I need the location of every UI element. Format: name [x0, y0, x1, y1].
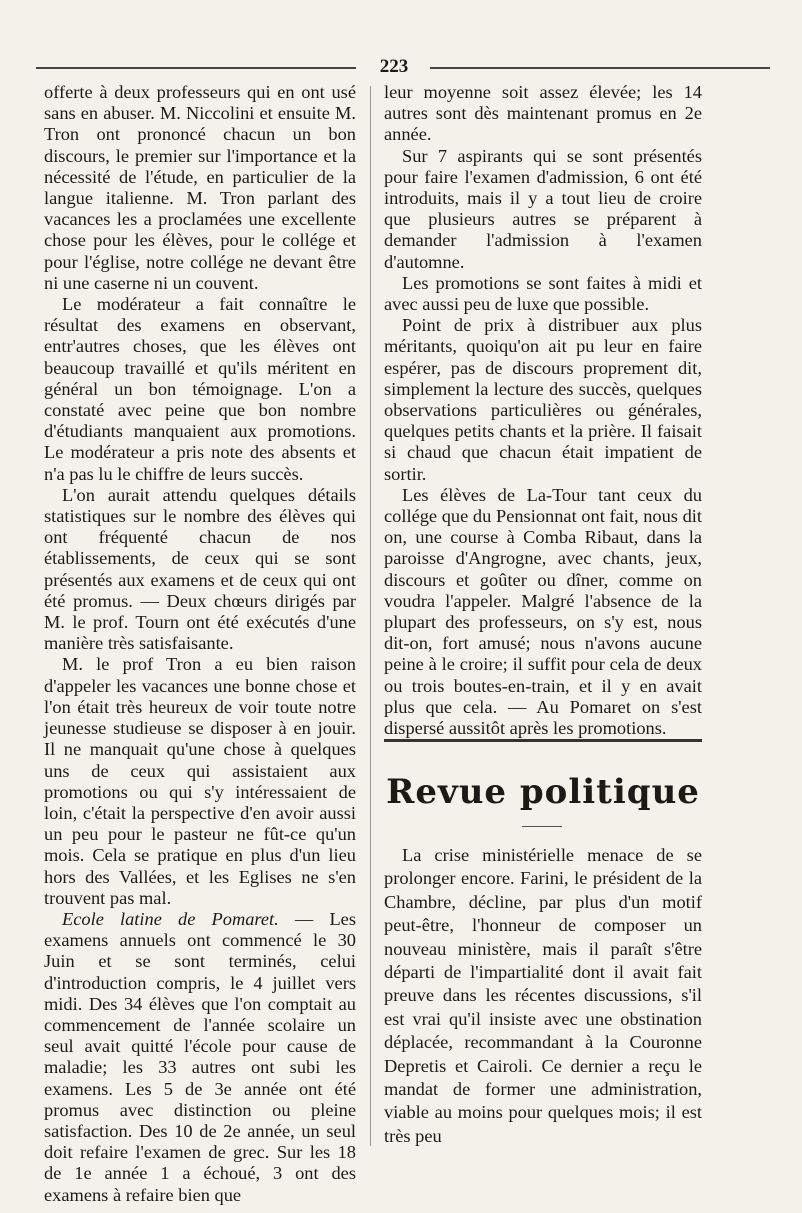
left-paragraph-2: Le modérateur a fait connaître le résultat des examens en observant, entr'autres choses, que les élèves ont beaucoup travaillé et qu'ils méritent en général un bon témoignage. L'on a constaté avec peine que bon nombre d'étudiants manquaient aux promotions. Le modérateur a pris note des absents et n'a pas lu le chiffre de leurs succès. — [44, 294, 356, 484]
right-paragraph-5: Les élèves de La-Tour tant ceux du collége que du Pensionnat ont fait, nous dit on, une course à Comba Ribaut, dans la paroisse d'Angrogne, avec chants, jeux, discours et goûter ou dîner, comme on voudra l'appeler. Malgré l'absence de la plupart des professeurs, on s'y est, nous dit-on, fort amusé; nous n'avons aucune peine à le croire; il suffit pour cela de deux ou trois boutes-en-train, et il y en avait plus que cela. — Au Pomaret on s'est dispersé aussitôt après les promotions. — [384, 484, 702, 739]
right-paragraph-1: leur moyenne soit assez élevée; les 14 autres sont dès maintenant promus en 2e année. — [384, 82, 702, 145]
revue-paragraph-1: La crise ministérielle menace de se prolonger encore. Farini, le président de la Chambre, décline, par plus d'un motif peut-être, l'honneur de composer un nouveau ministère, mais il paraît s'être départi de l'impartialité dont il avait fait preuve dans les récentes discussions, s'il est vrai qu'il insiste avec une obstination déplacée, recommandant à la Couronne Depretis et Cairoli. Ce dernier a reçu le mandat de former une administration, viable au moins pour quelques mois; il est très peu — [384, 845, 702, 1146]
title-underline — [522, 826, 562, 827]
page-header — [36, 56, 770, 76]
section-divider — [384, 739, 702, 742]
left-paragraph-5-text: — Les examens annuels ont commencé le 30 Juin et se sont terminés, celui d'introduction compris, le 4 juillet vers midi. Des 34 élèves que l'on comptait au commencement de l'année scolaire un seul avait quitté l'école pour cause de maladie; les 33 autres ont subi les examens. Les 5 de 3e année ont été promus avec distinction ou pleine satisfaction. Des 10 de 2e année, un seul doit refaire l'examen de grec. Sur les 18 de 1e année 1 a échoué, 3 ont des examens à refaire bien que — [44, 908, 357, 1205]
left-paragraph-3: L'on aurait attendu quelques détails statistiques sur le nombre des élèves qui ont fréquenté chacun de nos établissements, de ceux qui se sont présentés aux examens et de ceux qui ont été promus. — Deux chœurs dirigés par M. le prof. Tourn ont été exécutés d'une manière très satisfaisante. — [44, 484, 356, 654]
header-rule-left — [36, 67, 356, 69]
page-number: 223 — [379, 56, 409, 77]
right-paragraph-2: Sur 7 aspirants qui se sont présentés pour faire l'examen d'admission, 6 ont été introduits, mais il y a tout lieu de croire que plusieurs autres se préparent à demander l'admission à l'examen d'automne. — [384, 145, 702, 272]
revue-politique-body — [384, 844, 702, 1148]
left-column — [44, 82, 356, 1206]
right-column — [384, 82, 702, 739]
left-paragraph-4: M. le prof Tron a eu bien raison d'appeler les vacances une bonne chose et l'on était très heureux de voir toute notre jeunesse studieuse se disposer à en jouir. Il ne manquait qu'une chose à quelques uns de ceux qui assistaient aux promotions ou qui s'y intéressaient de loin, c'était la perspective d'en avoir aussi un peu pour le pasteur ne fût-ce qu'un mois. Cela se pratique en plus d'un lieu hors des Vallées, et les Eglises ne s'en trouvent pas mal. — [44, 654, 356, 908]
section-heading-ecole-latine: Ecole latine de Pomaret. — [62, 908, 279, 929]
revue-politique-title: Revue politique — [386, 772, 700, 812]
left-paragraph-1: offerte à deux professeurs qui en ont usé sans en abuser. M. Niccolini et ensuite M. Tron ont prononcé chacun un bon discours, le premier sur l'importance et la nécessité de l'étude, en particulier de la langue italienne. M. Tron parlant des vacances les a proclamées une excellente chose pour les élèves, pour le collége et pour l'église, notre collége ne devant être ni une caserne ni un couvent. — [44, 82, 356, 293]
right-paragraph-3: Les promotions se sont faites à midi et avec aussi peu de luxe que possible. — [384, 272, 702, 315]
left-paragraph-5 — [44, 909, 356, 1206]
column-separator — [370, 86, 371, 1146]
right-paragraph-4: Point de prix à distribuer aux plus méritants, quoiqu'on ait pu leur en faire espérer, pas de discours proprement dit, simplement la lecture des succès, quelques observations particulières ou générales, quelques petits chants et la prière. Il faisait si chaud que chacun était impatient de sortir. — [384, 315, 702, 484]
header-rule-right — [430, 67, 770, 69]
